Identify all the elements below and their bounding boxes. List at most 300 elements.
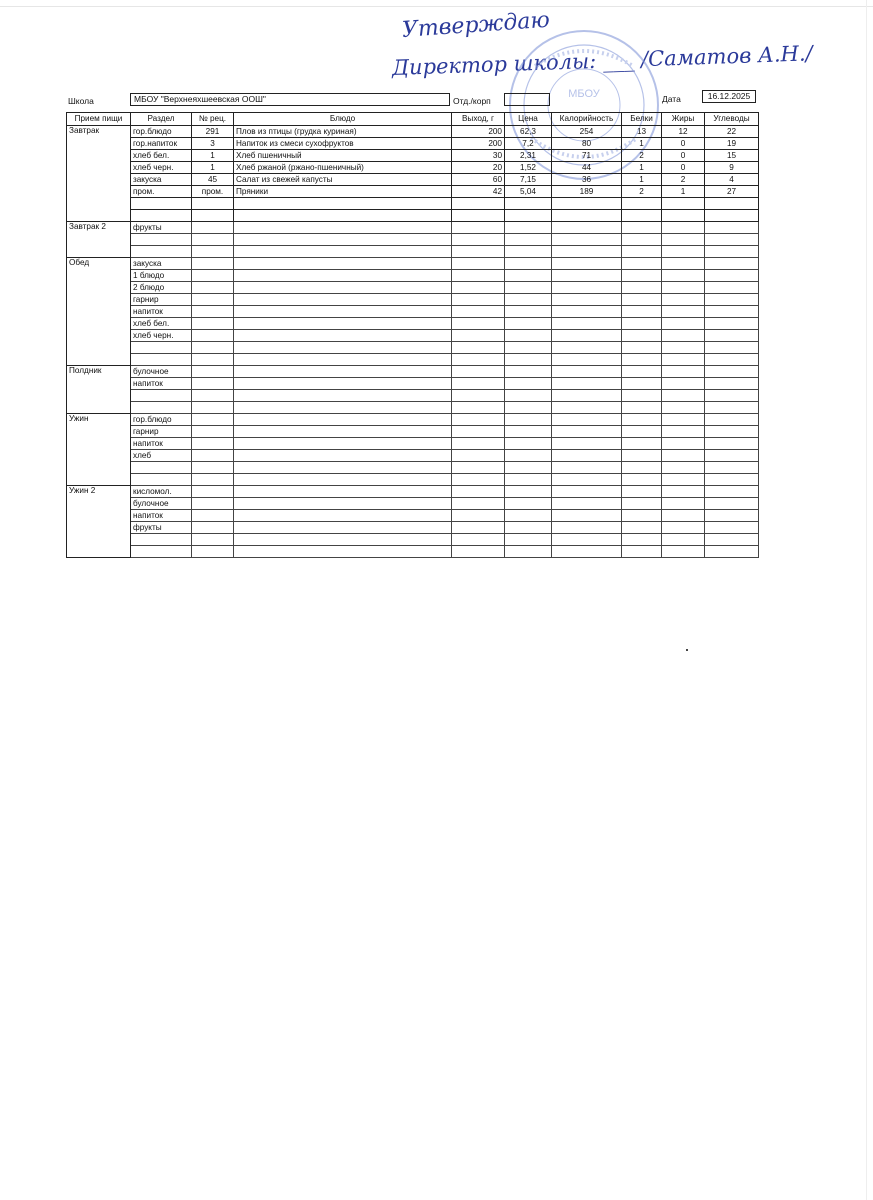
- dish-cell: [234, 210, 452, 222]
- dish-cell: [234, 222, 452, 234]
- dish-cell: Салат из свежей капусты: [234, 174, 452, 186]
- protein-cell: [622, 342, 662, 354]
- section-cell: булочное: [131, 498, 192, 510]
- output-cell: [452, 282, 505, 294]
- recipe-cell: [192, 522, 234, 534]
- carbs-cell: 4: [705, 174, 759, 186]
- section-cell: кисломол.: [131, 486, 192, 498]
- kcal-cell: [552, 258, 622, 270]
- recipe-cell: [192, 474, 234, 486]
- price-cell: [505, 210, 552, 222]
- recipe-cell: 291: [192, 126, 234, 138]
- protein-cell: [622, 474, 662, 486]
- section-cell: гарнир: [131, 426, 192, 438]
- section-cell: хлеб черн.: [131, 162, 192, 174]
- recipe-cell: [192, 510, 234, 522]
- price-cell: [505, 462, 552, 474]
- recipe-cell: [192, 402, 234, 414]
- price-cell: [505, 546, 552, 558]
- table-row: [67, 486, 759, 498]
- fat-cell: [662, 534, 705, 546]
- section-cell: закуска: [131, 258, 192, 270]
- output-cell: 60: [452, 174, 505, 186]
- section-cell: [131, 402, 192, 414]
- price-cell: 7,15: [505, 174, 552, 186]
- output-cell: [452, 342, 505, 354]
- dish-cell: [234, 498, 452, 510]
- fat-cell: [662, 414, 705, 426]
- dish-cell: Плов из птицы (грудка куриная): [234, 126, 452, 138]
- table-row: [67, 138, 759, 150]
- recipe-cell: [192, 246, 234, 258]
- kcal-cell: [552, 246, 622, 258]
- carbs-cell: [705, 390, 759, 402]
- kcal-cell: [552, 402, 622, 414]
- fat-cell: [662, 366, 705, 378]
- protein-cell: [622, 546, 662, 558]
- protein-cell: [622, 354, 662, 366]
- table-row: [67, 366, 759, 378]
- table-row: [67, 198, 759, 210]
- output-cell: 200: [452, 138, 505, 150]
- recipe-cell: [192, 234, 234, 246]
- fat-cell: [662, 438, 705, 450]
- section-cell: [131, 246, 192, 258]
- dish-cell: [234, 246, 452, 258]
- price-cell: [505, 258, 552, 270]
- output-cell: [452, 414, 505, 426]
- kcal-cell: 44: [552, 162, 622, 174]
- section-cell: [131, 546, 192, 558]
- carbs-cell: [705, 402, 759, 414]
- price-cell: [505, 486, 552, 498]
- output-cell: [452, 258, 505, 270]
- price-cell: [505, 270, 552, 282]
- date-label: Дата: [662, 94, 681, 104]
- output-cell: [452, 534, 505, 546]
- protein-cell: [622, 246, 662, 258]
- section-cell: хлеб бел.: [131, 318, 192, 330]
- output-cell: [452, 318, 505, 330]
- protein-cell: [622, 258, 662, 270]
- section-cell: пром.: [131, 186, 192, 198]
- fat-cell: [662, 294, 705, 306]
- dish-cell: [234, 402, 452, 414]
- price-cell: [505, 294, 552, 306]
- fat-cell: [662, 354, 705, 366]
- table-row: [67, 306, 759, 318]
- protein-cell: [622, 414, 662, 426]
- fat-cell: [662, 282, 705, 294]
- fat-cell: [662, 270, 705, 282]
- recipe-cell: [192, 330, 234, 342]
- price-cell: [505, 498, 552, 510]
- school-name-field: МБОУ "Верхнеяхшеевская ООШ": [130, 93, 450, 106]
- dish-cell: [234, 318, 452, 330]
- dish-cell: [234, 390, 452, 402]
- table-row: [67, 378, 759, 390]
- section-cell: закуска: [131, 174, 192, 186]
- price-cell: [505, 306, 552, 318]
- dish-cell: [234, 330, 452, 342]
- scan-artifact: [686, 649, 688, 651]
- carbs-cell: [705, 258, 759, 270]
- carbs-cell: [705, 330, 759, 342]
- fat-cell: 1: [662, 186, 705, 198]
- section-cell: гор.напиток: [131, 138, 192, 150]
- kcal-cell: [552, 438, 622, 450]
- price-cell: [505, 366, 552, 378]
- protein-cell: [622, 234, 662, 246]
- recipe-cell: [192, 498, 234, 510]
- dish-cell: [234, 270, 452, 282]
- fat-cell: [662, 486, 705, 498]
- dish-cell: [234, 342, 452, 354]
- output-cell: [452, 450, 505, 462]
- section-cell: напиток: [131, 438, 192, 450]
- kcal-cell: [552, 342, 622, 354]
- fat-cell: [662, 210, 705, 222]
- table-row: [67, 546, 759, 558]
- output-cell: [452, 222, 505, 234]
- fat-cell: [662, 198, 705, 210]
- fat-cell: [662, 450, 705, 462]
- carbs-cell: 22: [705, 126, 759, 138]
- kcal-cell: [552, 426, 622, 438]
- table-row: [67, 402, 759, 414]
- kcal-cell: [552, 330, 622, 342]
- output-cell: [452, 378, 505, 390]
- col-header-carbs: Углеводы: [705, 113, 759, 126]
- protein-cell: [622, 222, 662, 234]
- dish-cell: [234, 546, 452, 558]
- dish-cell: [234, 510, 452, 522]
- recipe-cell: [192, 390, 234, 402]
- recipe-cell: [192, 486, 234, 498]
- carbs-cell: [705, 486, 759, 498]
- protein-cell: [622, 438, 662, 450]
- kcal-cell: [552, 234, 622, 246]
- table-row: [67, 510, 759, 522]
- kcal-cell: 80: [552, 138, 622, 150]
- table-row: [67, 150, 759, 162]
- recipe-cell: [192, 198, 234, 210]
- fat-cell: [662, 474, 705, 486]
- section-cell: [131, 234, 192, 246]
- output-cell: [452, 510, 505, 522]
- table-row: [67, 174, 759, 186]
- carbs-cell: [705, 306, 759, 318]
- kcal-cell: [552, 474, 622, 486]
- price-cell: [505, 198, 552, 210]
- kcal-cell: [552, 546, 622, 558]
- col-header-dish: Блюдо: [234, 113, 452, 126]
- carbs-cell: 9: [705, 162, 759, 174]
- meal-name-cell: Завтрак 2: [67, 222, 131, 258]
- col-header-kcal: Калорийность: [552, 113, 622, 126]
- protein-cell: 2: [622, 186, 662, 198]
- carbs-cell: [705, 222, 759, 234]
- output-cell: [452, 474, 505, 486]
- output-cell: [452, 330, 505, 342]
- dish-cell: Хлеб пшеничный: [234, 150, 452, 162]
- recipe-cell: [192, 546, 234, 558]
- carbs-cell: [705, 366, 759, 378]
- kcal-cell: [552, 306, 622, 318]
- carbs-cell: [705, 414, 759, 426]
- table-row: [67, 450, 759, 462]
- protein-cell: [622, 366, 662, 378]
- fat-cell: [662, 234, 705, 246]
- recipe-cell: [192, 282, 234, 294]
- price-cell: 7,2: [505, 138, 552, 150]
- price-cell: [505, 402, 552, 414]
- output-cell: [452, 294, 505, 306]
- recipe-cell: [192, 366, 234, 378]
- kcal-cell: 254: [552, 126, 622, 138]
- table-row: [67, 426, 759, 438]
- carbs-cell: [705, 354, 759, 366]
- dish-cell: [234, 306, 452, 318]
- section-cell: хлеб: [131, 450, 192, 462]
- price-cell: [505, 282, 552, 294]
- dish-cell: Пряники: [234, 186, 452, 198]
- dish-cell: [234, 486, 452, 498]
- output-cell: [452, 522, 505, 534]
- price-cell: [505, 474, 552, 486]
- dish-cell: [234, 426, 452, 438]
- fat-cell: [662, 390, 705, 402]
- protein-cell: [622, 450, 662, 462]
- kcal-cell: [552, 210, 622, 222]
- table-row: [67, 390, 759, 402]
- col-header-section: Раздел: [131, 113, 192, 126]
- output-cell: [452, 390, 505, 402]
- fat-cell: [662, 342, 705, 354]
- carbs-cell: [705, 438, 759, 450]
- recipe-cell: [192, 438, 234, 450]
- fat-cell: [662, 246, 705, 258]
- table-row: [67, 534, 759, 546]
- section-cell: хлеб черн.: [131, 330, 192, 342]
- kcal-cell: 71: [552, 150, 622, 162]
- meal-name-cell: Ужин: [67, 414, 131, 486]
- recipe-cell: [192, 534, 234, 546]
- carbs-cell: [705, 450, 759, 462]
- recipe-cell: [192, 222, 234, 234]
- table-row: [67, 222, 759, 234]
- fat-cell: [662, 258, 705, 270]
- fat-cell: [662, 222, 705, 234]
- price-cell: [505, 246, 552, 258]
- section-cell: напиток: [131, 306, 192, 318]
- carbs-cell: 19: [705, 138, 759, 150]
- stamp-center-text: МБОУ: [568, 88, 600, 100]
- price-cell: 1,52: [505, 162, 552, 174]
- protein-cell: 1: [622, 162, 662, 174]
- kcal-cell: [552, 270, 622, 282]
- col-header-protein: Белки: [622, 113, 662, 126]
- protein-cell: [622, 534, 662, 546]
- school-label: Школа: [68, 96, 94, 106]
- section-cell: напиток: [131, 510, 192, 522]
- fat-cell: [662, 402, 705, 414]
- kcal-cell: [552, 450, 622, 462]
- protein-cell: [622, 402, 662, 414]
- carbs-cell: [705, 462, 759, 474]
- table-row: [67, 354, 759, 366]
- dish-cell: Напиток из смеси сухофруктов: [234, 138, 452, 150]
- recipe-cell: [192, 306, 234, 318]
- protein-cell: [622, 318, 662, 330]
- dish-cell: [234, 474, 452, 486]
- price-cell: 2,31: [505, 150, 552, 162]
- section-cell: [131, 210, 192, 222]
- carbs-cell: [705, 474, 759, 486]
- section-cell: булочное: [131, 366, 192, 378]
- col-header-recipe: № рец.: [192, 113, 234, 126]
- table-row: [67, 474, 759, 486]
- carbs-cell: [705, 498, 759, 510]
- protein-cell: [622, 198, 662, 210]
- table-row: [67, 186, 759, 198]
- kcal-cell: [552, 510, 622, 522]
- carbs-cell: [705, 522, 759, 534]
- table-row: [67, 126, 759, 138]
- fat-cell: 2: [662, 174, 705, 186]
- table-header-row: [67, 113, 759, 126]
- meal-name-cell: Полдник: [67, 366, 131, 414]
- table-row: [67, 246, 759, 258]
- output-cell: [452, 486, 505, 498]
- section-cell: [131, 342, 192, 354]
- recipe-cell: [192, 270, 234, 282]
- carbs-cell: [705, 234, 759, 246]
- dish-cell: [234, 450, 452, 462]
- protein-cell: [622, 330, 662, 342]
- dish-cell: [234, 534, 452, 546]
- table-row: [67, 342, 759, 354]
- col-header-output: Выход, г: [452, 113, 505, 126]
- output-cell: 200: [452, 126, 505, 138]
- dish-cell: [234, 282, 452, 294]
- protein-cell: [622, 510, 662, 522]
- recipe-cell: [192, 426, 234, 438]
- price-cell: [505, 330, 552, 342]
- recipe-cell: [192, 210, 234, 222]
- carbs-cell: [705, 198, 759, 210]
- protein-cell: [622, 294, 662, 306]
- price-cell: [505, 342, 552, 354]
- recipe-cell: [192, 414, 234, 426]
- section-cell: гор.блюдо: [131, 414, 192, 426]
- kcal-cell: [552, 366, 622, 378]
- price-cell: [505, 534, 552, 546]
- kcal-cell: 189: [552, 186, 622, 198]
- section-cell: [131, 354, 192, 366]
- protein-cell: 13: [622, 126, 662, 138]
- protein-cell: 1: [622, 174, 662, 186]
- output-cell: [452, 354, 505, 366]
- kcal-cell: [552, 222, 622, 234]
- kcal-cell: [552, 318, 622, 330]
- section-cell: [131, 462, 192, 474]
- table-row: [67, 438, 759, 450]
- scan-edge: [866, 0, 867, 1200]
- kcal-cell: [552, 522, 622, 534]
- table-row: [67, 498, 759, 510]
- table-row: [67, 414, 759, 426]
- recipe-cell: 3: [192, 138, 234, 150]
- dish-cell: [234, 294, 452, 306]
- dish-cell: [234, 366, 452, 378]
- carbs-cell: [705, 342, 759, 354]
- section-cell: [131, 474, 192, 486]
- dept-label: Отд./корп: [453, 96, 491, 106]
- fat-cell: 0: [662, 150, 705, 162]
- fat-cell: 0: [662, 162, 705, 174]
- fat-cell: [662, 498, 705, 510]
- dish-cell: [234, 198, 452, 210]
- section-cell: [131, 390, 192, 402]
- table-row: [67, 330, 759, 342]
- table-row: [67, 162, 759, 174]
- dept-field: [504, 93, 550, 106]
- price-cell: 5,04: [505, 186, 552, 198]
- kcal-cell: [552, 414, 622, 426]
- protein-cell: 1: [622, 138, 662, 150]
- output-cell: 42: [452, 186, 505, 198]
- carbs-cell: [705, 546, 759, 558]
- menu-table: [66, 112, 759, 558]
- price-cell: [505, 522, 552, 534]
- price-cell: [505, 450, 552, 462]
- fat-cell: [662, 426, 705, 438]
- dish-cell: [234, 462, 452, 474]
- fat-cell: [662, 510, 705, 522]
- section-cell: гарнир: [131, 294, 192, 306]
- price-cell: [505, 378, 552, 390]
- output-cell: [452, 402, 505, 414]
- kcal-cell: [552, 378, 622, 390]
- fat-cell: 12: [662, 126, 705, 138]
- date-field: 16.12.2025: [702, 90, 756, 103]
- carbs-cell: [705, 318, 759, 330]
- price-cell: [505, 318, 552, 330]
- recipe-cell: [192, 342, 234, 354]
- section-cell: 1 блюдо: [131, 270, 192, 282]
- col-header-price: Цена: [505, 113, 552, 126]
- carbs-cell: [705, 282, 759, 294]
- output-cell: 20: [452, 162, 505, 174]
- protein-cell: [622, 306, 662, 318]
- protein-cell: [622, 270, 662, 282]
- table-row: [67, 294, 759, 306]
- output-cell: [452, 210, 505, 222]
- output-cell: [452, 546, 505, 558]
- output-cell: [452, 366, 505, 378]
- section-cell: [131, 534, 192, 546]
- protein-cell: [622, 210, 662, 222]
- carbs-cell: [705, 510, 759, 522]
- carbs-cell: [705, 246, 759, 258]
- price-cell: [505, 510, 552, 522]
- carbs-cell: [705, 270, 759, 282]
- fat-cell: [662, 462, 705, 474]
- output-cell: [452, 198, 505, 210]
- recipe-cell: [192, 450, 234, 462]
- section-cell: гор.блюдо: [131, 126, 192, 138]
